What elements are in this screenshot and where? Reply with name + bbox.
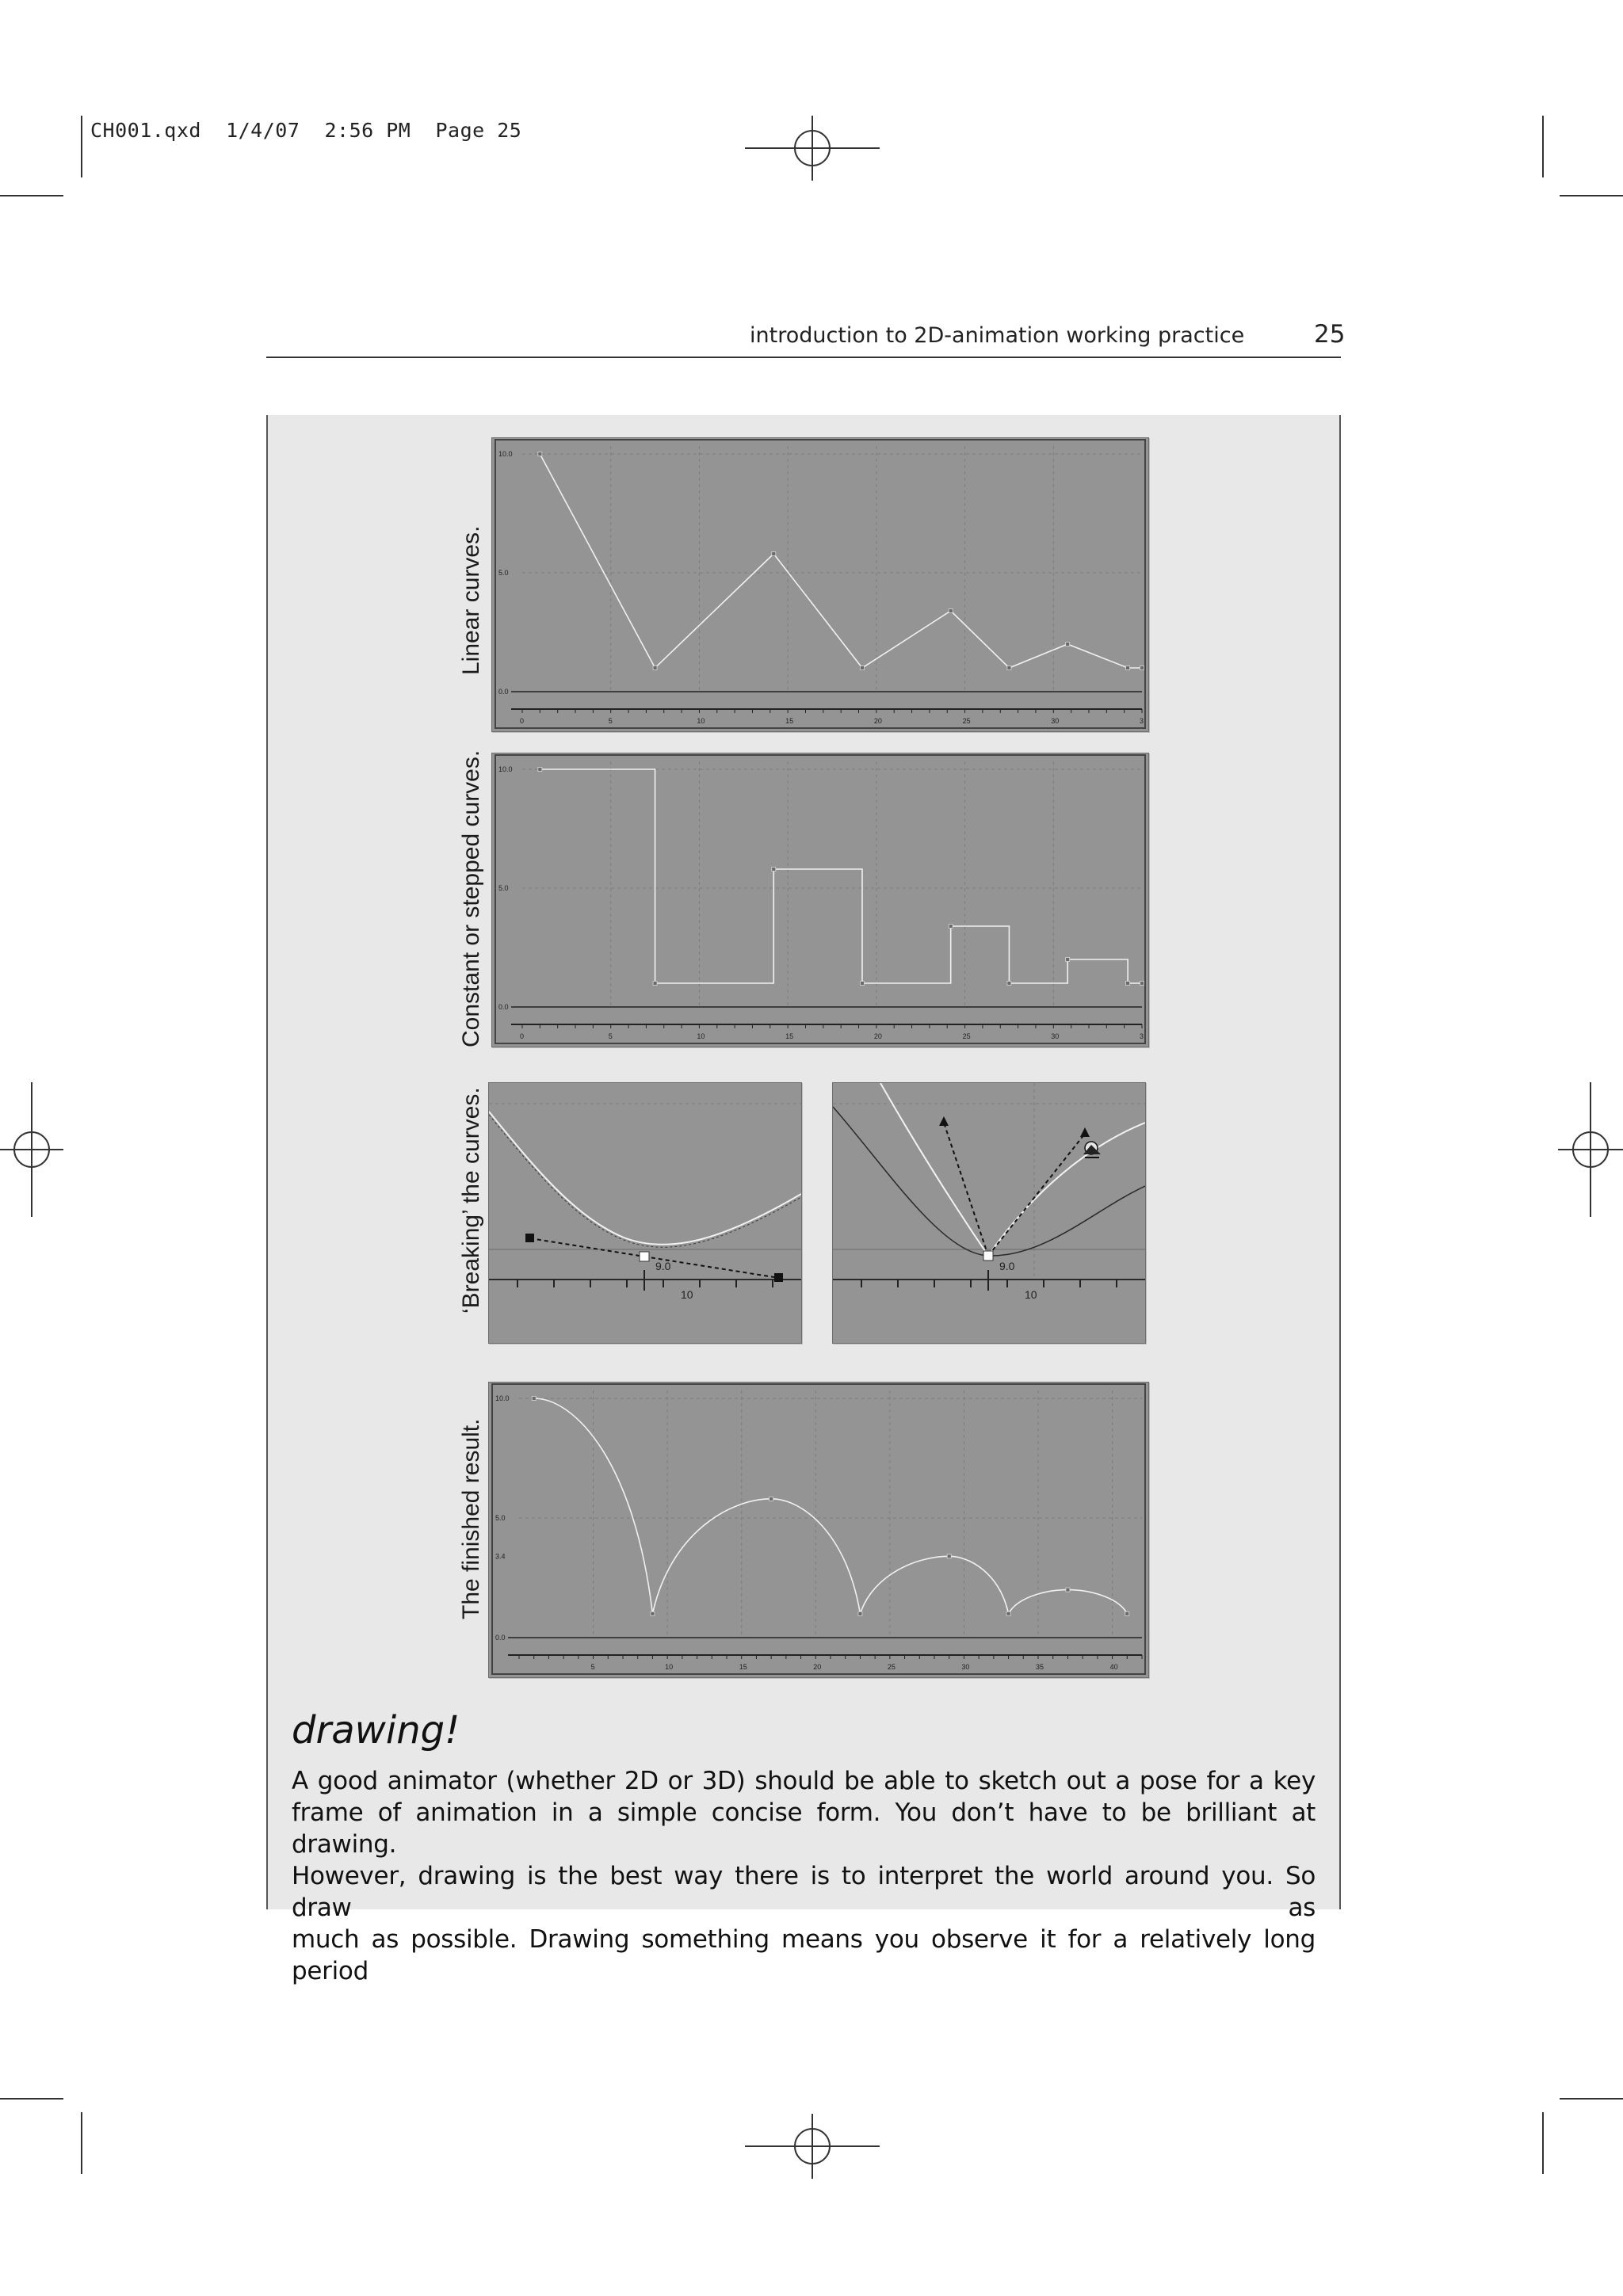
stepped-curves-plot xyxy=(492,753,1148,1047)
keyframe-point xyxy=(532,1397,536,1401)
y-tick-label: 10.0 xyxy=(498,450,513,458)
keyframe-point xyxy=(1007,666,1011,670)
y-tick-label: 3.4 xyxy=(495,1552,506,1561)
registration-mark-left xyxy=(0,1082,63,1217)
keyframe-point xyxy=(538,452,542,456)
keyframe-point xyxy=(651,1611,655,1615)
slug-time: 2:56 PM xyxy=(324,119,411,142)
y-tick-label: 5.0 xyxy=(498,884,509,892)
keyframe-point xyxy=(858,1611,862,1615)
x-tick-label: 20 xyxy=(873,717,882,725)
keyframe-point xyxy=(1140,982,1144,986)
registration-mark-right xyxy=(1558,1082,1623,1217)
x-tick-label: 0 xyxy=(520,1032,525,1040)
x-tick-label: 5 xyxy=(590,1663,595,1671)
page-number: 25 xyxy=(1314,320,1346,349)
x-tick-label: 35 xyxy=(1036,1663,1044,1671)
breaking-curves-right-graph xyxy=(832,1082,1146,1344)
keyframe-point xyxy=(772,868,776,871)
linear-curves-label: Linear curves. xyxy=(458,525,484,675)
keyframe-point xyxy=(949,925,953,929)
crop-mark-bl-h xyxy=(0,2098,63,2100)
x-tick-label: 3 xyxy=(1140,1032,1144,1040)
body-paragraph xyxy=(292,1765,1316,1987)
crop-mark-tr-h xyxy=(1560,195,1623,196)
finished-result-graph xyxy=(488,1382,1149,1678)
x-tick-label: 0 xyxy=(520,717,525,725)
y-tick-label: 0.0 xyxy=(495,1634,506,1642)
x-tick-label: 15 xyxy=(739,1663,747,1671)
breaking-right-tick: 10 xyxy=(1025,1288,1037,1301)
x-tick-label: 20 xyxy=(813,1663,822,1671)
breaking-left-plot xyxy=(489,1083,801,1343)
breaking-right-frame-marker: 9.0 xyxy=(999,1260,1015,1272)
running-head: introduction to 2D-animation working practice xyxy=(750,323,1245,348)
x-tick-label: 30 xyxy=(961,1663,970,1671)
keyframe-point xyxy=(1006,1611,1010,1615)
x-tick-label: 30 xyxy=(1051,717,1060,725)
x-tick-label: 20 xyxy=(873,1032,882,1040)
crop-mark-tl-v xyxy=(81,116,82,177)
y-tick-label: 10.0 xyxy=(495,1394,510,1402)
body-line-1: A good animator (whether 2D or 3D) should be able to sketch out a pose for a key xyxy=(292,1767,1316,1795)
y-tick-label: 5.0 xyxy=(495,1514,506,1522)
header-rule xyxy=(266,357,1341,358)
x-tick-label: 25 xyxy=(962,717,971,725)
keyframe-point xyxy=(653,666,657,670)
crop-mark-tl-h xyxy=(0,195,63,196)
breaking-curves-label: ‘Breaking’ the curves. xyxy=(458,1087,484,1314)
stepped-curves-label: Constant or stepped curves. xyxy=(458,749,484,1047)
finished-result-label: The finished result. xyxy=(458,1418,484,1619)
keyframe-point xyxy=(653,982,657,986)
printer-slug xyxy=(90,119,521,142)
x-tick-label: 25 xyxy=(887,1663,896,1671)
stepped-curves-graph xyxy=(491,753,1149,1047)
registration-mark-bottom xyxy=(745,2114,880,2179)
slug-page: Page 25 xyxy=(435,119,522,142)
linear-curves-plot xyxy=(492,438,1148,731)
breaking-curves-left-graph xyxy=(488,1082,802,1344)
keyframe-point xyxy=(947,1554,951,1558)
keyframe-point xyxy=(1140,666,1144,670)
keyframe-point xyxy=(1066,1588,1070,1592)
crop-mark-br-v xyxy=(1542,2112,1544,2174)
y-tick-label: 10.0 xyxy=(498,765,513,773)
finished-result-plot xyxy=(489,1383,1148,1677)
linear-curves-graph xyxy=(491,437,1149,732)
x-tick-label: 40 xyxy=(1109,1663,1118,1671)
breaking-right-plot xyxy=(833,1083,1145,1343)
keyframe-point xyxy=(949,609,953,613)
body-line-4: much as possible. Drawing something means you observe it for a relatively long period xyxy=(292,1925,1316,1985)
slug-file: CH001.qxd xyxy=(90,119,201,142)
slug-date: 1/4/07 xyxy=(226,119,300,142)
keyframe-point xyxy=(860,982,864,986)
keyframe-point xyxy=(769,1497,773,1501)
y-tick-label: 0.0 xyxy=(498,1003,509,1011)
x-tick-label: 5 xyxy=(608,717,613,725)
x-tick-label: 30 xyxy=(1051,1032,1060,1040)
keyframe-point xyxy=(1066,643,1070,646)
section-heading: drawing! xyxy=(292,1708,460,1753)
body-line-3: However, drawing is the best way there is to interpret the world around you. So draw as xyxy=(292,1862,1316,1922)
crop-mark-br-h xyxy=(1560,2098,1623,2100)
x-tick-label: 5 xyxy=(608,1032,613,1040)
animation-curve xyxy=(540,454,1142,668)
keyframe-point xyxy=(1007,982,1011,986)
animation-curve xyxy=(540,769,1142,983)
keyframe-point xyxy=(860,666,864,670)
x-tick-label: 10 xyxy=(697,717,705,725)
body-line-2: frame of animation in a simple concise form. You don’t have to be brilliant at drawing. xyxy=(292,1798,1316,1859)
x-tick-label: 10 xyxy=(665,1663,674,1671)
x-tick-label: 10 xyxy=(697,1032,705,1040)
x-tick-label: 3 xyxy=(1140,717,1144,725)
keyframe-point xyxy=(538,768,542,772)
x-tick-label: 15 xyxy=(785,717,794,725)
crop-mark-bl-v xyxy=(81,2112,82,2174)
keyframe-point xyxy=(1126,666,1130,670)
keyframe-point xyxy=(772,552,776,556)
keyframe-point xyxy=(1125,1611,1129,1615)
keyframe-point xyxy=(1066,958,1070,962)
breaking-left-tick: 10 xyxy=(681,1288,693,1301)
keyframe-point xyxy=(1126,982,1130,986)
x-tick-label: 25 xyxy=(962,1032,971,1040)
breaking-left-frame-marker: 9.0 xyxy=(655,1260,671,1272)
y-tick-label: 5.0 xyxy=(498,569,509,577)
y-tick-label: 0.0 xyxy=(498,688,509,696)
crop-mark-tr-v xyxy=(1542,116,1544,177)
x-tick-label: 15 xyxy=(785,1032,794,1040)
registration-mark-top xyxy=(745,116,880,181)
